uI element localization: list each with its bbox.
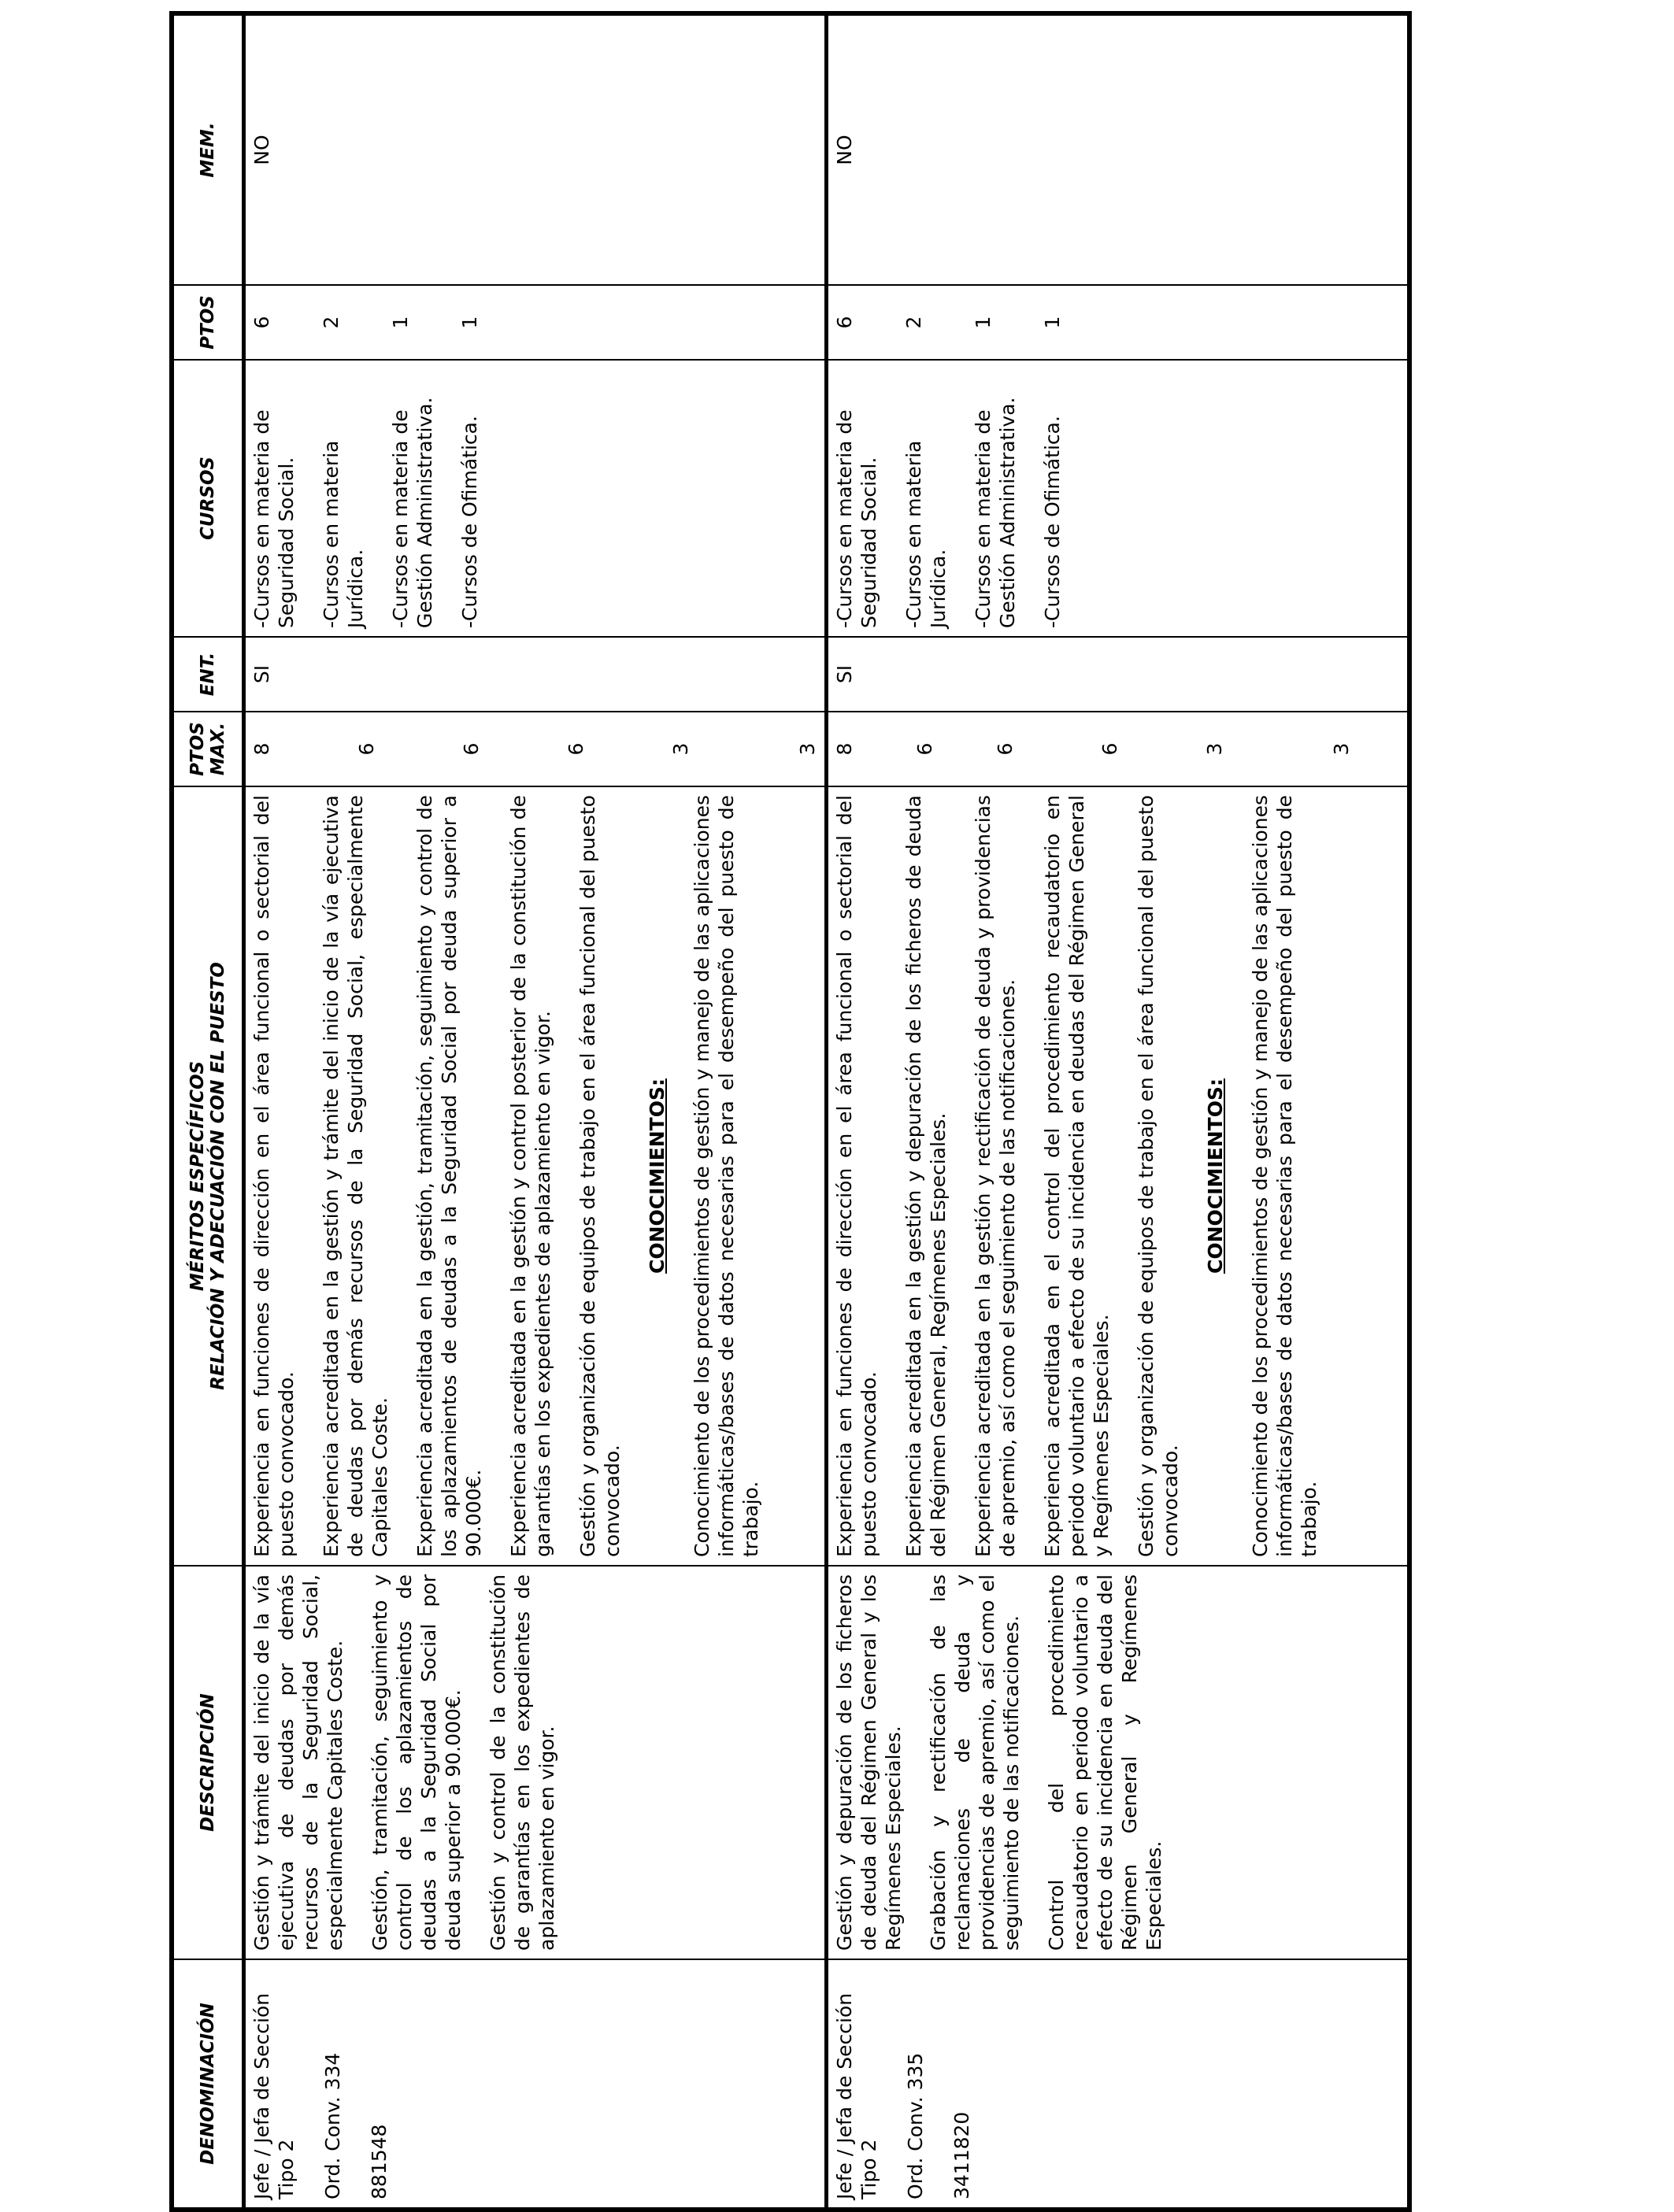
ptos-max-value: 6 bbox=[355, 742, 378, 756]
mem-cell: NO bbox=[244, 13, 827, 285]
ptos-max-value: 8 bbox=[250, 742, 273, 756]
denominacion-cell bbox=[827, 1959, 1409, 2210]
header-cursos: CURSOS bbox=[172, 360, 244, 637]
descripcion-cell bbox=[827, 1566, 1409, 1959]
denominacion-code: 881548 bbox=[368, 2124, 391, 2199]
denominacion-ord: Ord. Conv. 335 bbox=[904, 2052, 927, 2199]
ptos-max-value: 6 bbox=[460, 742, 483, 756]
header-meritos-line1: MÉRITOS ESPECÍFICOS bbox=[187, 1060, 208, 1292]
header-descripcion: DESCRIPCIÓN bbox=[172, 1566, 244, 1959]
ptos-value: 1 bbox=[389, 316, 412, 329]
header-ent: ENT. bbox=[172, 637, 244, 712]
ptos-max-value: 6 bbox=[994, 742, 1017, 756]
ptos-max-value: 3 bbox=[1203, 742, 1226, 756]
header-meritos-line2: RELACIÓN Y ADECUACIÓN CON EL PUESTO bbox=[208, 962, 228, 1390]
header-ptos-max bbox=[172, 712, 244, 786]
ent-cell: SI bbox=[827, 637, 1409, 712]
descripcion-item: Grabación y rectificación de las reclamaciones de deuda y providencias de apremio, así como el seguimiento de las notificaciones. bbox=[927, 1574, 1023, 1951]
mem-cell: NO bbox=[827, 13, 1409, 285]
curso-item: -Cursos en materia de Gestión Administrativa. bbox=[389, 397, 436, 628]
ptos-max-value: 3 bbox=[796, 742, 819, 756]
merito-item: Experiencia acreditada en la gestión y trámite del inicio de la vía ejecutiva de deudas por demás recursos de la Seguridad Social, especialmente Capitales Coste. bbox=[320, 795, 391, 1557]
ptos-cell bbox=[244, 285, 827, 360]
merito-item: Experiencia acreditada en la gestión y control posterior de la constitución de garantías en los expedientes de aplazamiento en vigor. bbox=[507, 795, 554, 1557]
descripcion-item: Gestión y control de la constitución de garantías en los expedientes de aplazamiento en vigor. bbox=[487, 1574, 558, 1951]
merito-item: Experiencia acreditada en la gestión y depuración de los ficheros de deuda del Régimen General, Regímenes Especiales. bbox=[902, 795, 950, 1557]
ptos-value: 1 bbox=[972, 316, 994, 329]
ent-cell: SI bbox=[244, 637, 827, 712]
header-ptos-max-line2: MAX. bbox=[208, 722, 228, 776]
table-row bbox=[827, 13, 1409, 2210]
header-ptos: PTOS bbox=[172, 285, 244, 360]
ptos-max-value: 8 bbox=[833, 742, 856, 756]
ptos-max-cell bbox=[827, 712, 1409, 786]
merito-item: Gestión y organización de equipos de trabajo en el área funcional del puesto convocado. bbox=[1135, 795, 1182, 1557]
meritos-cell bbox=[244, 786, 827, 1566]
ptos-value: 6 bbox=[833, 316, 856, 329]
denominacion-title: Jefe / Jefa de Sección Tipo 2 bbox=[833, 1992, 880, 2199]
header-mem: MEM. bbox=[172, 13, 244, 285]
conocimientos-heading: CONOCIMIENTOS: bbox=[646, 1078, 668, 1274]
merito-item: Experiencia acreditada en el control del procedimiento recaudatorio en periodo voluntario a efecto de su incidencia en deudas del Régimen General y Regímenes Especiales. bbox=[1041, 795, 1113, 1557]
merito-item: Gestión y organización de equipos de trabajo en el área funcional del puesto convocado. bbox=[576, 795, 624, 1557]
descripcion-item: Gestión y trámite del inicio de la vía ejecutiva de deudas por demás recursos de la Seguridad Social, especialmente Capitales Coste. bbox=[250, 1574, 346, 1951]
ptos-max-value: 3 bbox=[1330, 742, 1353, 756]
table-body bbox=[244, 13, 1409, 2210]
table-row bbox=[244, 13, 827, 2210]
ptos-max-value: 6 bbox=[1098, 742, 1121, 756]
curso-item: -Cursos de Ofimática. bbox=[458, 416, 481, 628]
ptos-max-cell bbox=[244, 712, 827, 786]
ptos-value: 2 bbox=[902, 316, 925, 329]
merito-item: Experiencia en funciones de dirección en el área funcional o sectorial del puesto convocado. bbox=[250, 795, 298, 1557]
curso-item: -Cursos en materia Jurídica. bbox=[902, 440, 950, 628]
ptos-value: 6 bbox=[250, 316, 273, 329]
header-denominacion: DENOMINACIÓN bbox=[172, 1959, 244, 2210]
ptos-max-value: 3 bbox=[669, 742, 692, 756]
job-positions-table bbox=[169, 11, 1412, 2212]
denominacion-code: 3411820 bbox=[950, 2111, 973, 2199]
header-ptos-max-line1: PTOS bbox=[187, 722, 208, 776]
ptos-value: 1 bbox=[1041, 316, 1064, 329]
curso-item: -Cursos en materia Jurídica. bbox=[320, 440, 367, 628]
ptos-max-value: 6 bbox=[565, 742, 587, 756]
curso-item: -Cursos de Ofimática. bbox=[1041, 416, 1064, 628]
rotated-table-wrapper bbox=[169, 16, 1402, 2212]
curso-item: -Cursos en materia de Seguridad Social. bbox=[833, 409, 880, 628]
cursos-cell bbox=[827, 360, 1409, 637]
denominacion-title: Jefe / Jefa de Sección Tipo 2 bbox=[250, 1992, 298, 2199]
curso-item: -Cursos en materia de Gestión Administrativa. bbox=[972, 397, 1019, 628]
merito-item: Experiencia acreditada en la gestión y rectificación de deuda y providencias de apremio, así como el seguimiento de las notificaciones. bbox=[972, 795, 1019, 1557]
descripcion-item: Gestión y depuración de los ficheros de deuda del Régimen General y los Regímenes Especiales. bbox=[833, 1574, 905, 1951]
conocimientos-heading: CONOCIMIENTOS: bbox=[1204, 1078, 1227, 1274]
denominacion-cell bbox=[244, 1959, 827, 2210]
ptos-cell bbox=[827, 285, 1409, 360]
header-row bbox=[172, 13, 244, 2210]
merito-item: Experiencia acreditada en la gestión, tramitación, seguimiento y control de los aplazamientos de deudas a la Seguridad Social por deuda superior a 90.000€. bbox=[413, 795, 485, 1557]
header-meritos bbox=[172, 786, 244, 1566]
conocimientos-text: Conocimiento de los procedimientos de gestión y manejo de las aplicaciones informáticas/bases de datos necesarias para el desempeño del puesto de trabajo. bbox=[691, 795, 762, 1557]
ptos-max-value: 6 bbox=[913, 742, 936, 756]
ptos-value: 1 bbox=[458, 316, 481, 329]
cursos-cell bbox=[244, 360, 827, 637]
merito-item: Experiencia en funciones de dirección en el área funcional o sectorial del puesto convocado. bbox=[833, 795, 880, 1557]
conocimientos-text: Conocimiento de los procedimientos de gestión y manejo de las aplicaciones informáticas/bases de datos necesarias para el desempeño del puesto de trabajo. bbox=[1249, 795, 1320, 1557]
descripcion-item: Control del procedimiento recaudatorio en periodo voluntario a efecto de su incidencia en deuda del Régimen General y Regímenes Especiales. bbox=[1045, 1574, 1165, 1951]
descripcion-item: Gestión, tramitación, seguimiento y control de los aplazamientos de deudas a la Seguridad Social por deuda superior a 90.000€. bbox=[369, 1574, 465, 1951]
curso-item: -Cursos en materia de Seguridad Social. bbox=[250, 409, 298, 628]
meritos-cell bbox=[827, 786, 1409, 1566]
denominacion-ord: Ord. Conv. 334 bbox=[321, 2052, 344, 2199]
ptos-value: 2 bbox=[320, 316, 343, 329]
descripcion-cell bbox=[244, 1566, 827, 1959]
